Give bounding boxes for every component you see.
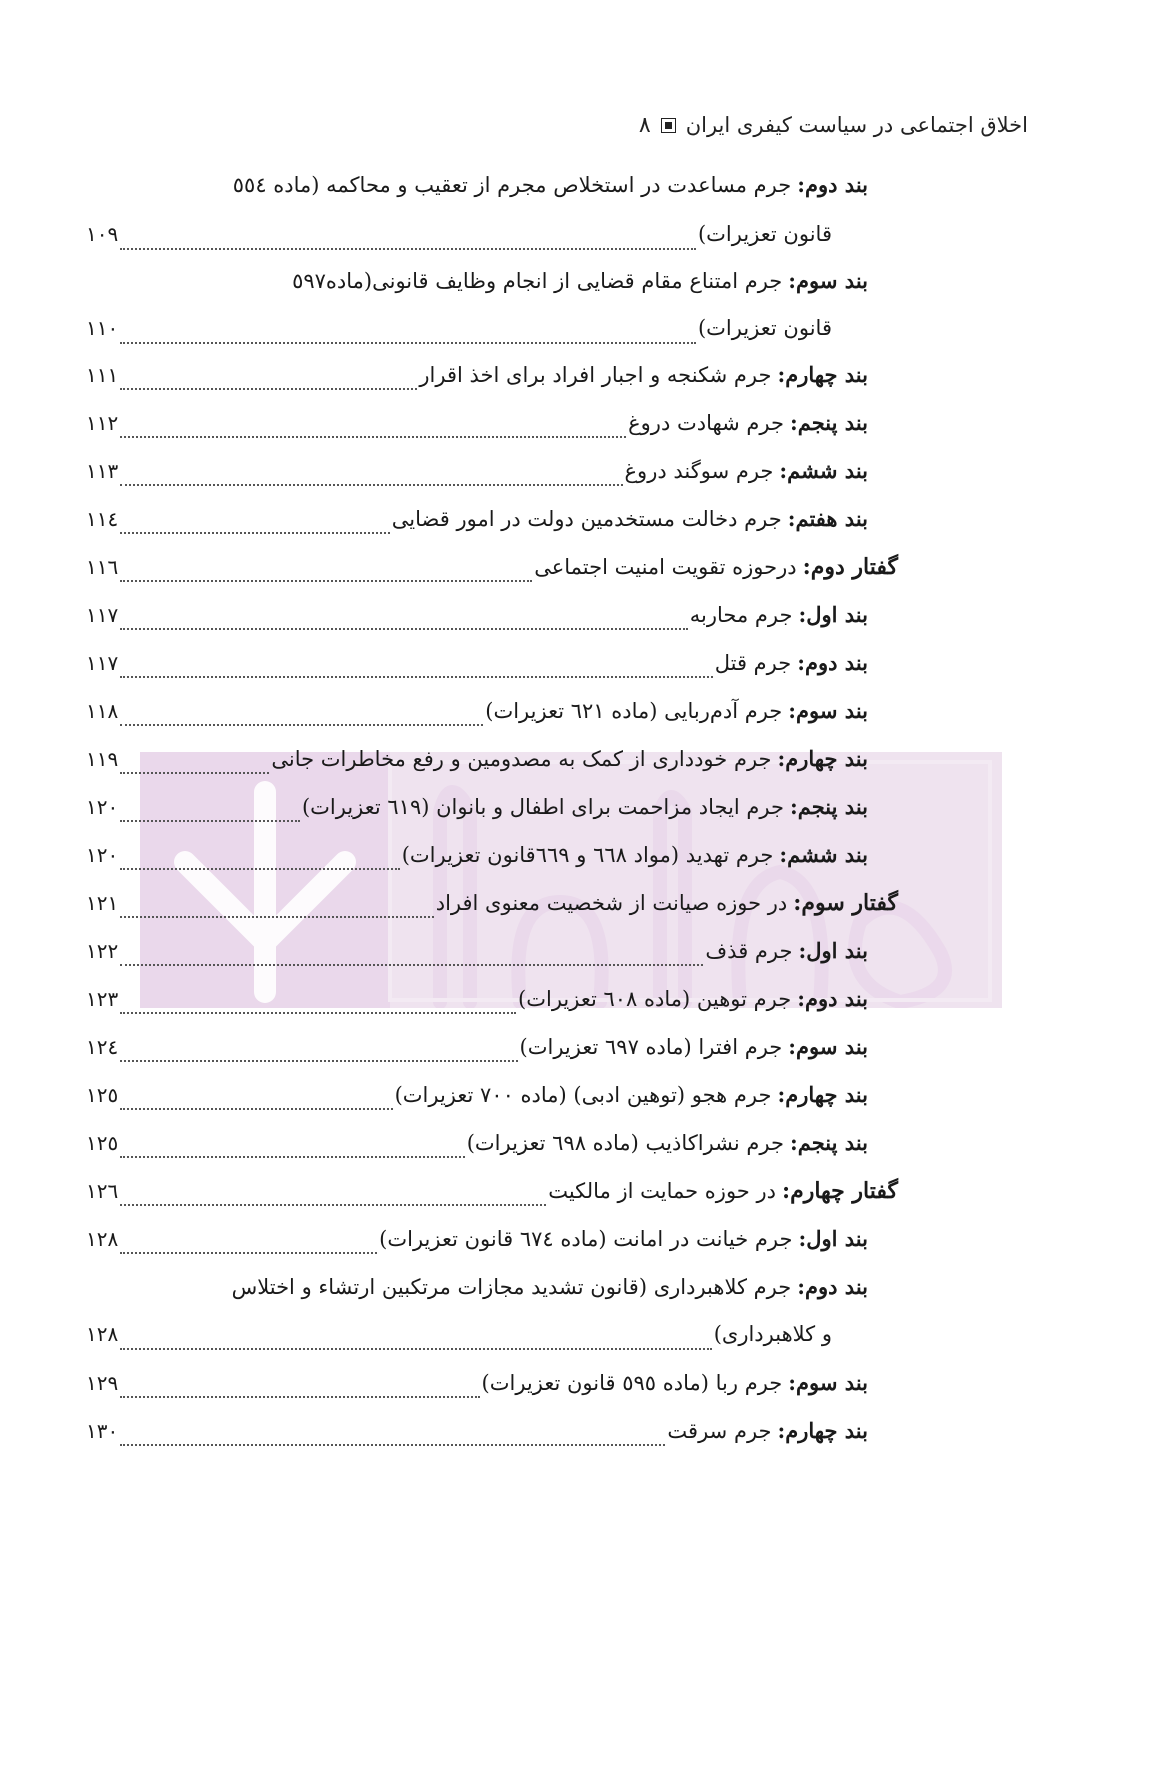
dot-leader bbox=[120, 772, 269, 774]
toc-entry[interactable]: بند چهارم: جرم هجو (توهین ادبی) (ماده ٧٠٠ تعزیرات) ۱۲٥ bbox=[86, 1082, 868, 1118]
dot-leader bbox=[120, 1444, 665, 1446]
dot-leader bbox=[120, 820, 300, 822]
dot-leader bbox=[120, 1060, 517, 1062]
toc-entry[interactable]: بند ششم: جرم سوگند دروغ ۱۱۳ bbox=[86, 458, 868, 494]
toc-entry[interactable]: بند دوم: جرم توهین (ماده ٦٠٨ تعزیرات) ۱۲۳ bbox=[86, 986, 868, 1022]
page-ref: ۱۲٥ bbox=[86, 1131, 119, 1155]
page-ref: ۱۱۰ bbox=[86, 316, 119, 340]
dot-leader bbox=[120, 484, 622, 486]
dot-leader bbox=[120, 1108, 392, 1110]
toc-entry[interactable]: بند هفتم: جرم دخالت مستخدمین دولت در امور قضایی ۱۱٤ bbox=[86, 506, 868, 542]
page-ref: ۱۲۲ bbox=[86, 939, 119, 963]
book-title: اخلاق اجتماعی در سیاست کیفری ایران bbox=[685, 113, 1028, 137]
dot-leader bbox=[120, 628, 688, 630]
toc-entry[interactable]: بند سوم: جرم امتناع مقام قضایی از انجام وظایف قانونی(ماده٥٩٧ bbox=[292, 268, 868, 293]
dot-leader bbox=[120, 436, 626, 438]
page-ref: ۱۰۹ bbox=[86, 222, 119, 246]
page-ref: ۱۲٤ bbox=[86, 1035, 119, 1059]
toc-entry[interactable]: بند چهارم: جرم خودداری از کمک به مصدومین و رفع مخاطرات جانی ۱۱۹ bbox=[86, 746, 868, 782]
page-ref: ۱۱۹ bbox=[86, 747, 119, 771]
toc-entry[interactable]: بند پنجم: جرم ایجاد مزاحمت برای اطفال و بانوان (٦١٩ تعزیرات) ۱۲۰ bbox=[86, 794, 868, 830]
toc-entry[interactable]: بند اول: جرم محاربه ۱۱۷ bbox=[86, 602, 868, 638]
toc-section-entry[interactable]: گفتار چهارم: در حوزه حمایت از مالکیت ۱۲٦ bbox=[86, 1178, 898, 1204]
toc-entry[interactable]: بند سوم: جرم افترا (ماده ٦٩٧ تعزیرات) ۱۲٤ bbox=[86, 1034, 868, 1070]
toc-entry[interactable]: بند چهارم: جرم سرقت ۱۳۰ bbox=[86, 1418, 868, 1454]
dot-leader bbox=[120, 1396, 479, 1398]
toc-entry[interactable]: بند سوم: جرم آدم‌ربایی (ماده ٦٢١ تعزیرات) ۱۱۸ bbox=[86, 698, 868, 734]
toc-entry[interactable]: بند دوم: جرم مساعدت در استخلاص مجرم از تعقیب و محاکمه (ماده ٥٥٤ bbox=[232, 172, 868, 197]
dot-leader bbox=[120, 964, 703, 966]
square-bullet-icon bbox=[661, 118, 676, 133]
toc-entry[interactable]: بند اول: جرم قذف ۱۲۲ bbox=[86, 938, 868, 974]
dot-leader bbox=[120, 724, 483, 726]
toc-entry[interactable]: بند پنجم: جرم نشراکاذیب (ماده ٦٩٨ تعزیرات) ۱۲٥ bbox=[86, 1130, 868, 1166]
page-ref: ۱۲۰ bbox=[86, 795, 119, 819]
page-ref: ۱۲٦ bbox=[86, 1179, 119, 1203]
toc-entry[interactable]: بند پنجم: جرم شهادت دروغ ۱۱۲ bbox=[86, 410, 868, 446]
running-header bbox=[639, 110, 1028, 140]
page-number: ۸ bbox=[638, 112, 651, 138]
dot-leader bbox=[120, 676, 712, 678]
page-ref: ۱۲۳ bbox=[86, 987, 119, 1011]
page-ref: ۱۱۱ bbox=[86, 363, 119, 387]
toc-entry-continuation[interactable]: قانون تعزیرات) ۱۱۰ bbox=[86, 316, 832, 352]
toc-section-entry[interactable]: گفتار دوم: درحوزه تقویت امنیت اجتماعی ۱۱٦ bbox=[86, 554, 898, 580]
dot-leader bbox=[120, 342, 696, 344]
dot-leader bbox=[120, 248, 696, 250]
page-ref: ۱۱٤ bbox=[86, 507, 119, 531]
page-ref: ۱۲٥ bbox=[86, 1083, 119, 1107]
page-ref: ۱۱۷ bbox=[86, 603, 119, 627]
toc-section-entry[interactable]: گفتار سوم: در حوزه صیانت از شخصیت معنوی افراد ۱۲۱ bbox=[86, 890, 898, 916]
dot-leader bbox=[120, 916, 433, 918]
page-ref: ۱۲۸ bbox=[86, 1322, 119, 1346]
page-ref: ۱۳۰ bbox=[86, 1419, 119, 1443]
page-ref: ۱۱۲ bbox=[86, 411, 119, 435]
page-ref: ۱۱۸ bbox=[86, 699, 119, 723]
dot-leader bbox=[120, 1156, 464, 1158]
dot-leader bbox=[120, 532, 390, 534]
dot-leader bbox=[120, 1204, 546, 1206]
dot-leader bbox=[120, 1012, 516, 1014]
toc-entry[interactable]: بند اول: جرم خیانت در امانت (ماده ٦٧٤ قانون تعزیرات) ۱۲۸ bbox=[86, 1226, 868, 1262]
page-ref: ۱۱۷ bbox=[86, 651, 119, 675]
page-ref: ۱۲۸ bbox=[86, 1227, 119, 1251]
toc-entry[interactable]: بند چهارم: جرم شکنجه و اجبار افراد برای اخذ اقرار ۱۱۱ bbox=[86, 362, 868, 398]
dot-leader bbox=[120, 580, 532, 582]
page-ref: ۱۲۹ bbox=[86, 1371, 119, 1395]
page-ref: ۱۱٦ bbox=[86, 555, 119, 579]
toc-entry-continuation[interactable]: و کلاهبرداری) ۱۲۸ bbox=[86, 1322, 832, 1358]
dot-leader bbox=[120, 1348, 711, 1350]
page-ref: ۱۲۱ bbox=[86, 891, 119, 915]
dot-leader bbox=[120, 1252, 377, 1254]
toc-entry[interactable]: بند دوم: جرم قتل ۱۱۷ bbox=[86, 650, 868, 686]
toc-entry[interactable]: بند دوم: جرم کلاهبرداری (قانون تشدید مجازات مرتکبین ارتشاء و اختلاس bbox=[231, 1274, 868, 1299]
page-ref: ۱۱۳ bbox=[86, 459, 119, 483]
dot-leader bbox=[120, 388, 417, 390]
dot-leader bbox=[120, 868, 399, 870]
toc-entry[interactable]: بند ششم: جرم تهدید (مواد ٦٦٨ و ٦٦٩قانون تعزیرات) ۱۲۰ bbox=[86, 842, 868, 878]
page-ref: ۱۲۰ bbox=[86, 843, 119, 867]
toc-entry[interactable]: بند سوم: جرم ربا (ماده ٥٩٥ قانون تعزیرات) ۱۲۹ bbox=[86, 1370, 868, 1406]
toc-entry-continuation[interactable]: قانون تعزیرات) ۱۰۹ bbox=[86, 222, 832, 258]
